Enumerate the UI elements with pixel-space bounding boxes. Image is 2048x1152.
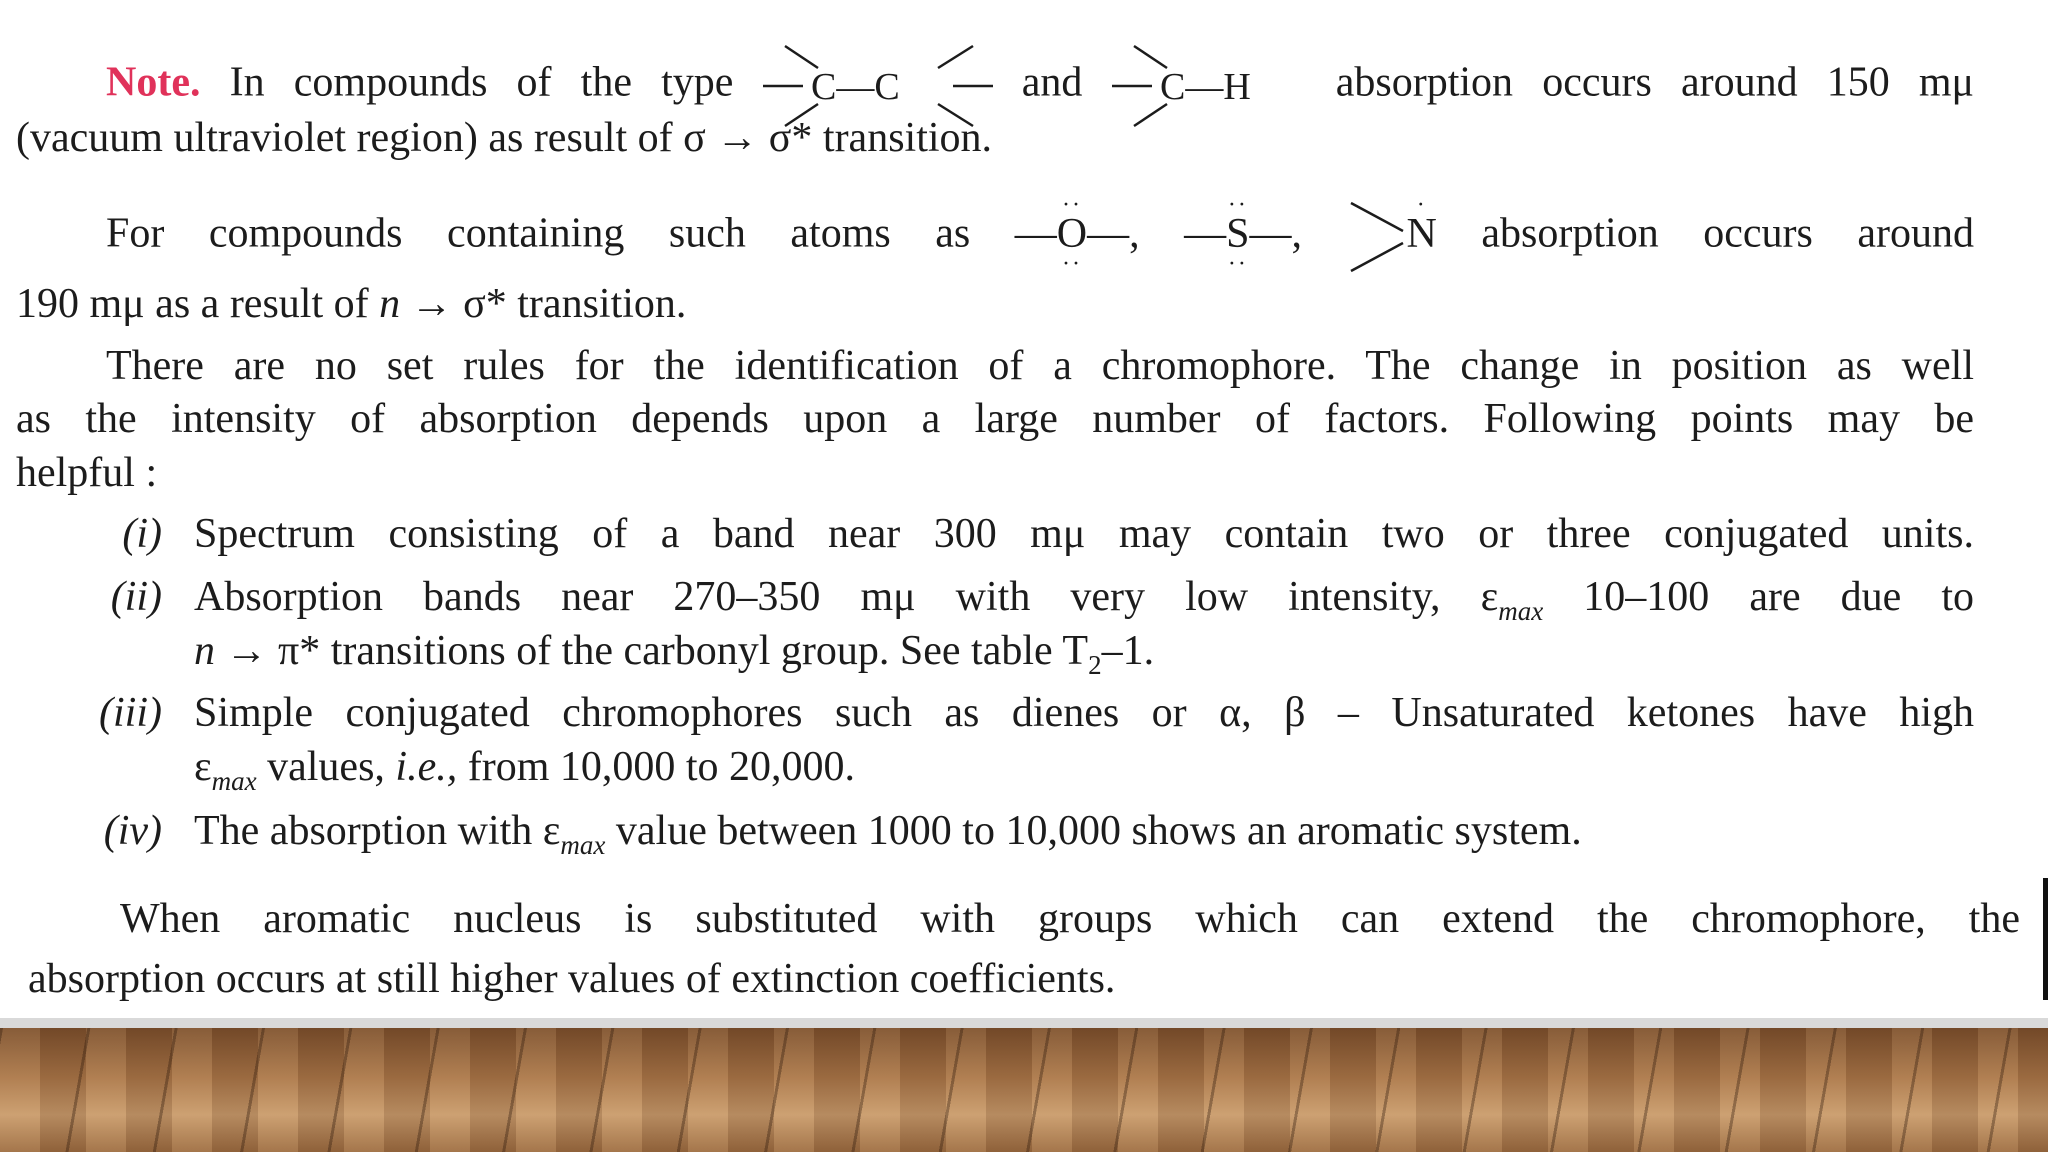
point-3-ie: i.e., — [395, 744, 458, 790]
point-2-label — [42, 569, 162, 625]
point-3-epsilon: ε — [194, 744, 212, 790]
page-edge-bar — [2043, 878, 2048, 1000]
point-3-line-2 — [194, 739, 855, 795]
s-bond-right: —, — [1249, 210, 1302, 257]
point-2-label-text: (ii) — [110, 574, 162, 620]
point-3-line2-a: values, — [267, 744, 385, 790]
point-3-line2-b: from 10,000 to 20,000. — [467, 744, 856, 790]
point-2-line-2 — [194, 623, 1154, 679]
point-2-line2-b: –1. — [1101, 628, 1155, 674]
nitrogen-symbol: N — [1406, 210, 1437, 257]
point-4-line1-a: The absorption with ε — [194, 808, 561, 854]
p2-line2-a: 190 mμ as a result of — [16, 281, 369, 327]
page-separator — [0, 1018, 2048, 1028]
paragraph-3-line-1: There are no set rules for the identification of a chromophore. The change in position as well — [106, 343, 1974, 389]
point-2-line-1 — [194, 569, 1974, 625]
sulfur-atom — [1226, 191, 1250, 277]
paragraph-2-line-2 — [16, 276, 686, 332]
point-1-line-1: Spectrum consisting of a band near 300 mμ may contain two or three conjugated units. — [194, 511, 1974, 557]
paragraph-3-line-3: helpful : — [16, 450, 158, 496]
point-3-line-1: Simple conjugated chromophores such as dienes or α, β – Unsaturated ketones have high — [194, 690, 1974, 736]
epsilon-max-subscript: max — [560, 830, 606, 860]
ch-structure-diagram — [1112, 36, 1307, 136]
p2-intro: For compounds containing such atoms as — [106, 210, 971, 257]
paragraph-4-line-2: absorption occurs at still higher values of extinction coefficients. — [28, 956, 1116, 1002]
nitrogen-atom — [1406, 191, 1437, 262]
oxygen-group — [1014, 191, 1140, 277]
point-2-line1-b: 10–100 are due to — [1583, 574, 1974, 620]
ch-bonds-svg — [1112, 36, 1307, 136]
ch-formula-text: C—H — [1159, 66, 1251, 108]
point-4-line-1 — [194, 803, 1582, 859]
epsilon-max-subscript: max — [211, 766, 257, 796]
lone-pair-dots-bottom: ·· — [1061, 250, 1082, 277]
note-label: Note. — [106, 59, 201, 106]
p2-line2-n: n — [379, 281, 401, 327]
o-bond-left: — — [1014, 210, 1057, 257]
point-4-line1-b: value between 1000 to 10,000 shows an aromatic system. — [615, 808, 1582, 854]
lone-pair-dots-bottom: ·· — [1227, 250, 1248, 277]
lone-pair-dots-top: ·· — [1061, 191, 1082, 218]
point-3-label-text: (iii) — [99, 690, 162, 736]
point-2-line2-n: n — [194, 628, 215, 674]
p2-line2-b: → σ* transition. — [410, 281, 687, 327]
nitrogen-group — [1347, 191, 1437, 257]
n-bonds-svg — [1347, 197, 1407, 277]
point-3-label — [42, 685, 162, 741]
epsilon-max-subscript: max — [1498, 596, 1544, 626]
oxygen-symbol: O — [1056, 210, 1088, 257]
cc-formula-text: C—C — [810, 66, 900, 108]
paragraph-1-line-2: (vacuum ultraviolet region) as result of σ → σ* transition. — [16, 115, 993, 161]
point-1-label — [42, 506, 162, 562]
sulfur-group — [1184, 191, 1302, 277]
paragraph-2-line-1 — [106, 191, 1975, 277]
paragraph-3-line-2: as the intensity of absorption depends upon a large number of factors. Following points may be — [16, 396, 1974, 442]
p1-intro: In compounds of the type — [229, 59, 734, 106]
point-4-label-text: (iv) — [103, 808, 162, 854]
s-bond-left: — — [1184, 210, 1227, 257]
point-2-line2-a: → π* transitions of the carbonyl group. See table T — [225, 628, 1089, 674]
p1-connector: and — [1021, 59, 1083, 106]
p1-tail: absorption occurs around 150 mμ — [1335, 59, 1975, 106]
sulfur-symbol: S — [1226, 210, 1250, 257]
lone-pair-dots-top: ·· — [1227, 191, 1248, 218]
table-subscript: 2 — [1088, 650, 1102, 680]
point-4-label — [42, 803, 162, 859]
o-bond-right: —, — [1087, 210, 1140, 257]
lone-pair-dot-top: · — [1416, 191, 1427, 218]
wooden-floor-background — [0, 1028, 2048, 1152]
paragraph-4-line-1: When aromatic nucleus is substituted with groups which can extend the chromophore, the — [120, 896, 2020, 942]
point-2-line1-a: Absorption bands near 270–350 mμ with very low intensity, ε — [194, 574, 1499, 620]
oxygen-atom — [1056, 191, 1088, 277]
point-1-label-text: (i) — [122, 511, 162, 557]
p2-tail: absorption occurs around — [1481, 210, 1975, 257]
